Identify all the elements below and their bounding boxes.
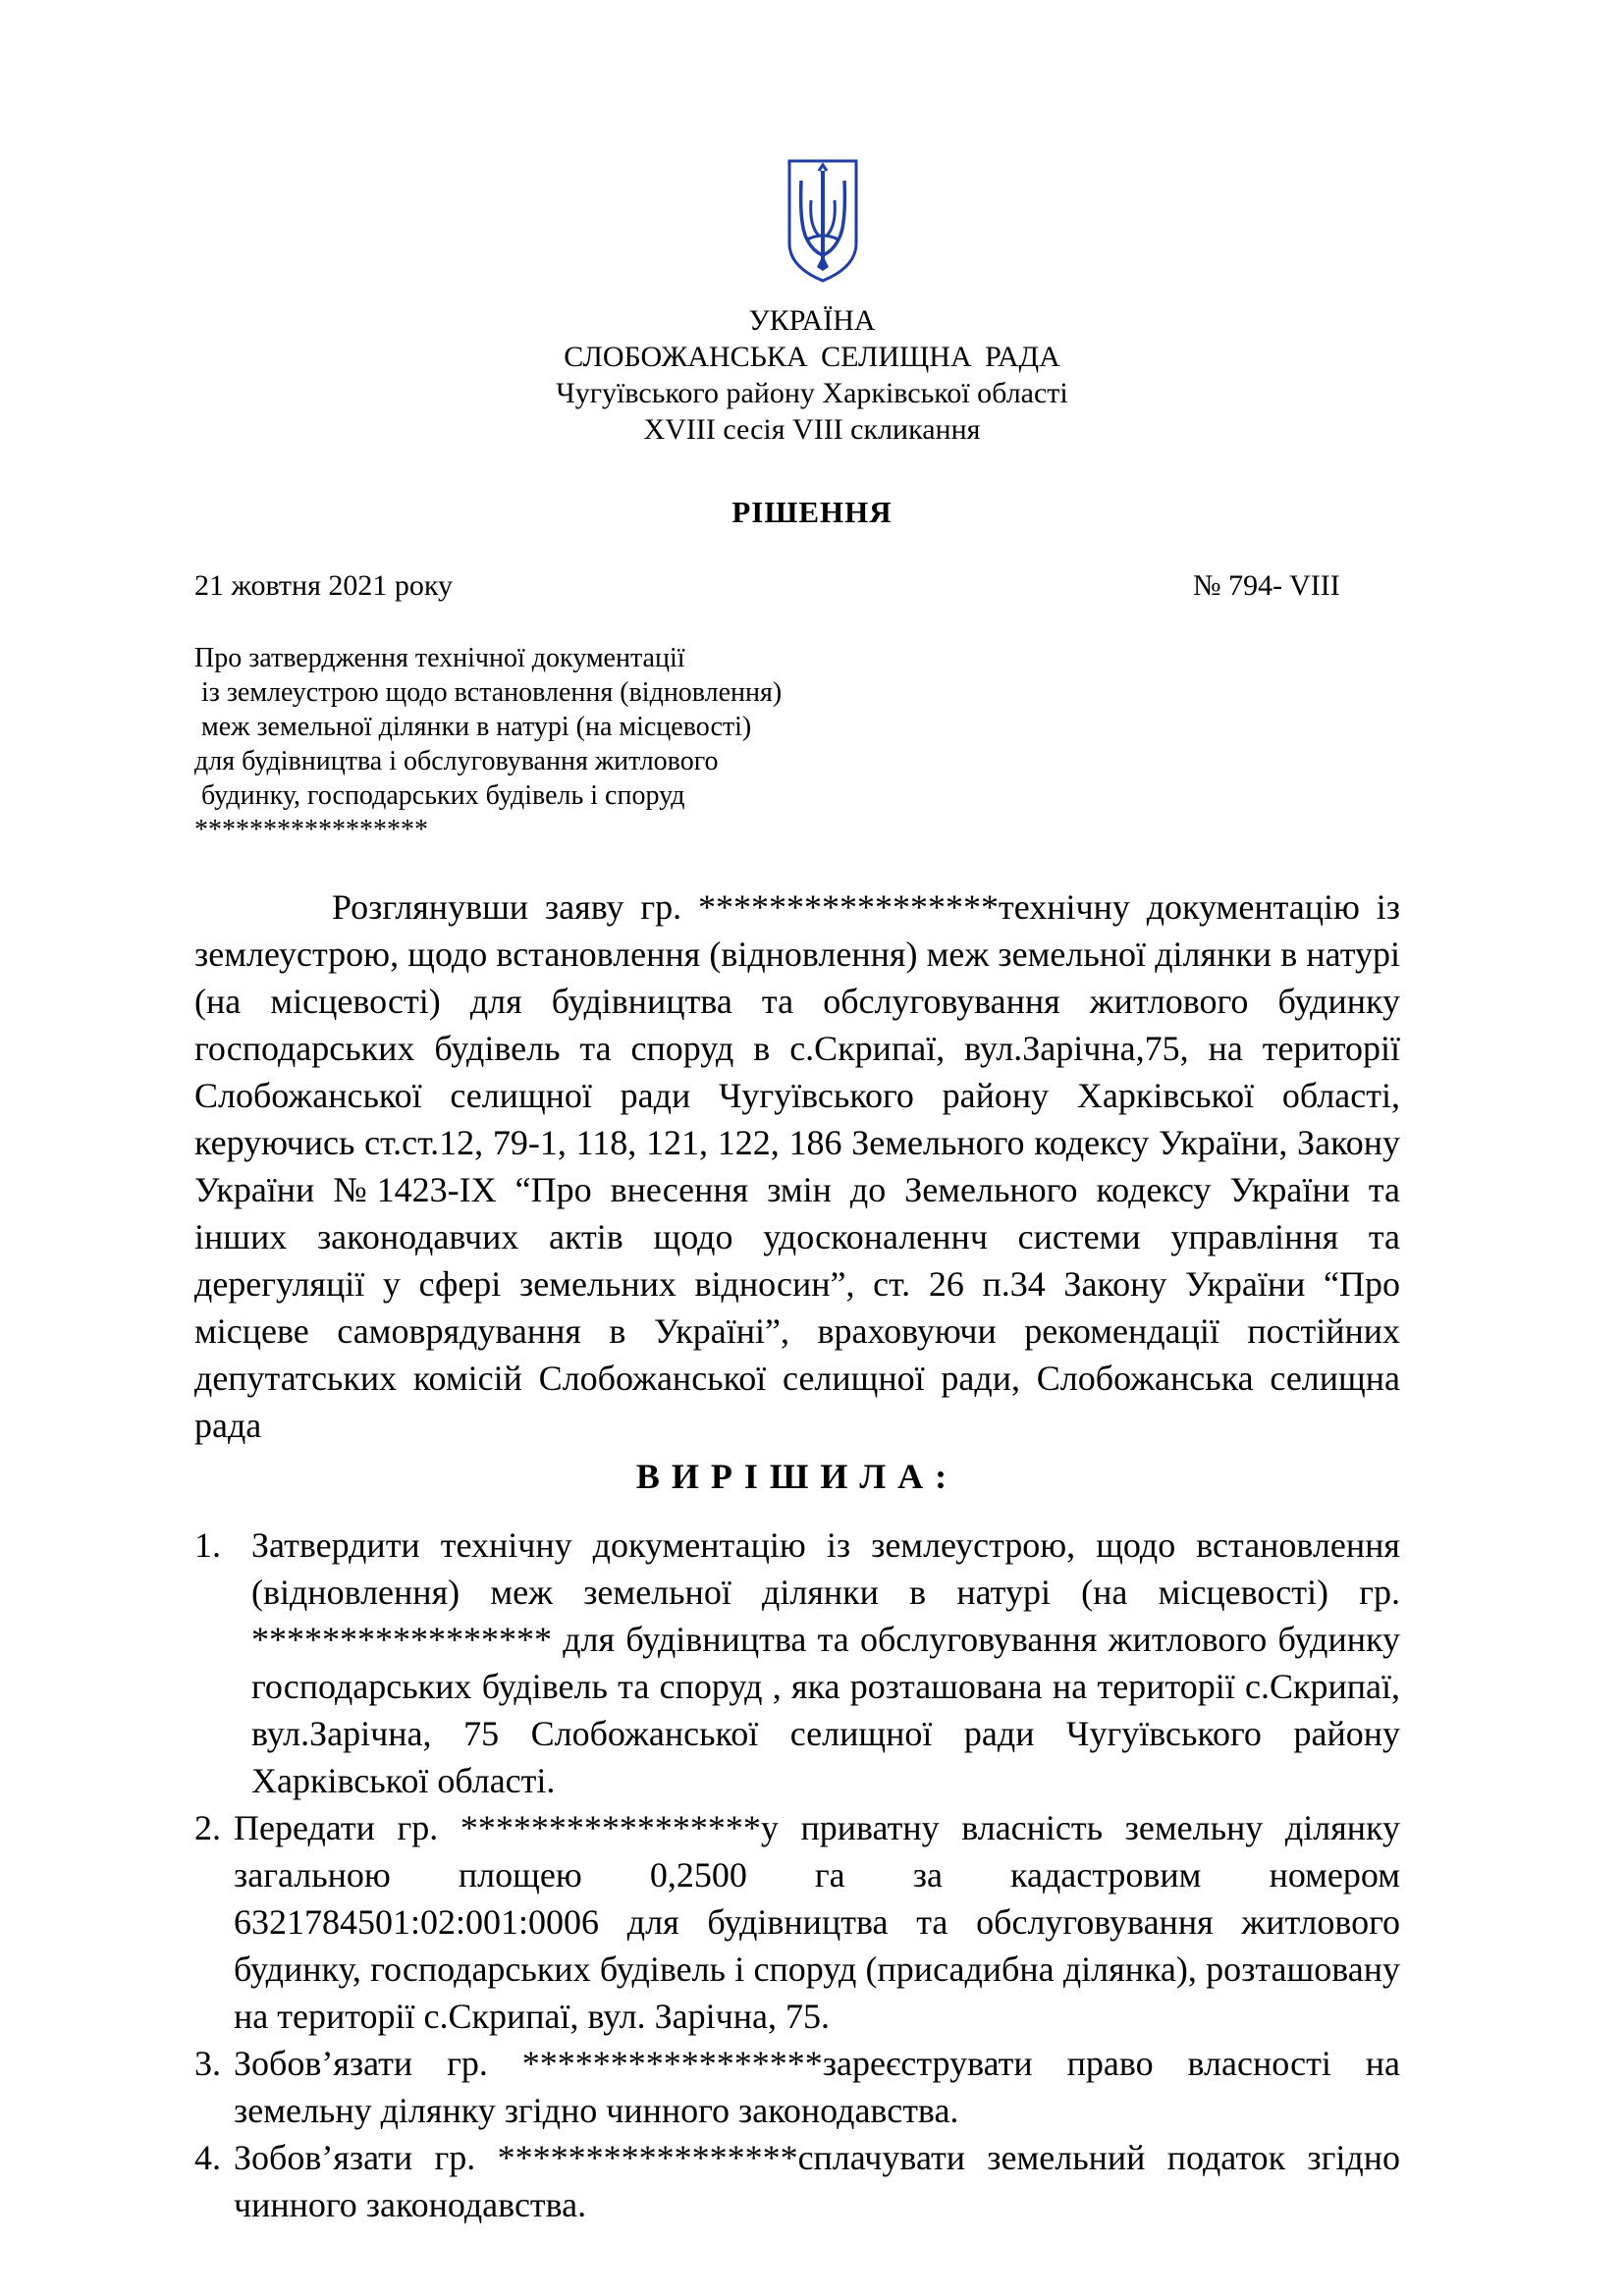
item-text: Передати гр. *****************у приватну власність земельну ділянку загальною площею 0,2500 га за кадастровим номером 6321784501:02:001:0006 для будівництва та обслуговування житлового будинку, господарських будівель і споруд (присадибна ділянка), розташовану на території с.Скрипаї, вул. Зарічна, 75.	[234, 1808, 1400, 2036]
item-marker: 4.	[194, 2138, 221, 2177]
subject-line: із землеустрою щодо встановлення (відновлення)	[194, 677, 783, 708]
coat-of-arms-icon	[785, 157, 860, 285]
header-session: XVIII сесія VIII скликання	[643, 413, 981, 446]
item-marker: 3.	[194, 2044, 221, 2083]
decision-body	[194, 883, 1400, 2228]
item-marker: 1.	[194, 1525, 221, 1565]
subject-line: для будівництва і обслуговування житлового	[194, 746, 719, 776]
list-item	[194, 1804, 1400, 2040]
decision-date: 21 жовтня 2021 року	[194, 569, 454, 602]
subject-line: Про затвердження технічної документації	[194, 643, 685, 673]
list-item	[194, 1522, 1400, 1804]
decision-number: № 794- VIII	[1193, 569, 1340, 602]
item-text: Затвердити технічну документацію із землеустрою, щодо встановлення (відновлення) меж земельної ділянки в натурі (на місцевості) гр. ***************** для будівництва та обслуговування житлового будинку господарських будівель та споруд , яка розташована на території с.Скрипаї, вул.Зарічна, 75 Слобожанської селищної ради Чугуївського району Харківської області.	[251, 1525, 1400, 1800]
decision-subject	[194, 641, 782, 847]
header-district: Чугуївського району Харківської області	[556, 377, 1068, 409]
list-item	[194, 2134, 1400, 2228]
subject-line: будинку, господарських будівель і споруд	[194, 780, 685, 811]
header-council: СЛОБОЖАНСЬКА СЕЛИЩНА РАДА	[564, 341, 1060, 373]
item-text: Зобов’язати гр. *****************сплачувати земельний податок згідно чинного законодавства.	[234, 2138, 1400, 2224]
decision-items	[194, 1522, 1400, 2228]
item-text: Зобов’язати гр. *****************зареєструвати право власності на земельну ділянку згідно чинного законодавства.	[234, 2044, 1400, 2130]
document-title: РІШЕННЯ	[731, 495, 893, 529]
subject-line: *****************	[194, 815, 428, 845]
header-country: УКРАЇНА	[748, 304, 876, 337]
decided-heading: ВИРІШИЛА:	[635, 1457, 959, 1496]
list-item	[194, 2040, 1400, 2134]
item-marker: 2.	[194, 1808, 221, 1847]
subject-line: меж земельної ділянки в натурі (на місцевості)	[194, 712, 752, 742]
preamble-paragraph: Розглянувши заяву гр. *****************технічну документацію із землеустрою, щодо встановлення (відновлення) меж земельної ділянки в натурі (на місцевості) для будівництва та обслуговування житлового будинку господарських будівель та споруд в с.Скрипаї, вул.Зарічна,75, на території Слобожанської селищної ради Чугуївського району Харківської області, керуючись ст.ст.12, 79-1, 118, 121, 122, 186 Земельного кодексу України, Закону України №1423-IX “Про внесення змін до Земельного кодексу України та інших законодавчих актів щодо удосконаленнч системи управління та дерегуляції у сфері земельних відносин”, ст. 26 п.34 Закону України “Про місцеве самоврядування в Україні”, враховуючи рекомендації постійних депутатських комісій Слобожанської селищної ради, Слобожанська селищна рада	[194, 887, 1400, 1445]
